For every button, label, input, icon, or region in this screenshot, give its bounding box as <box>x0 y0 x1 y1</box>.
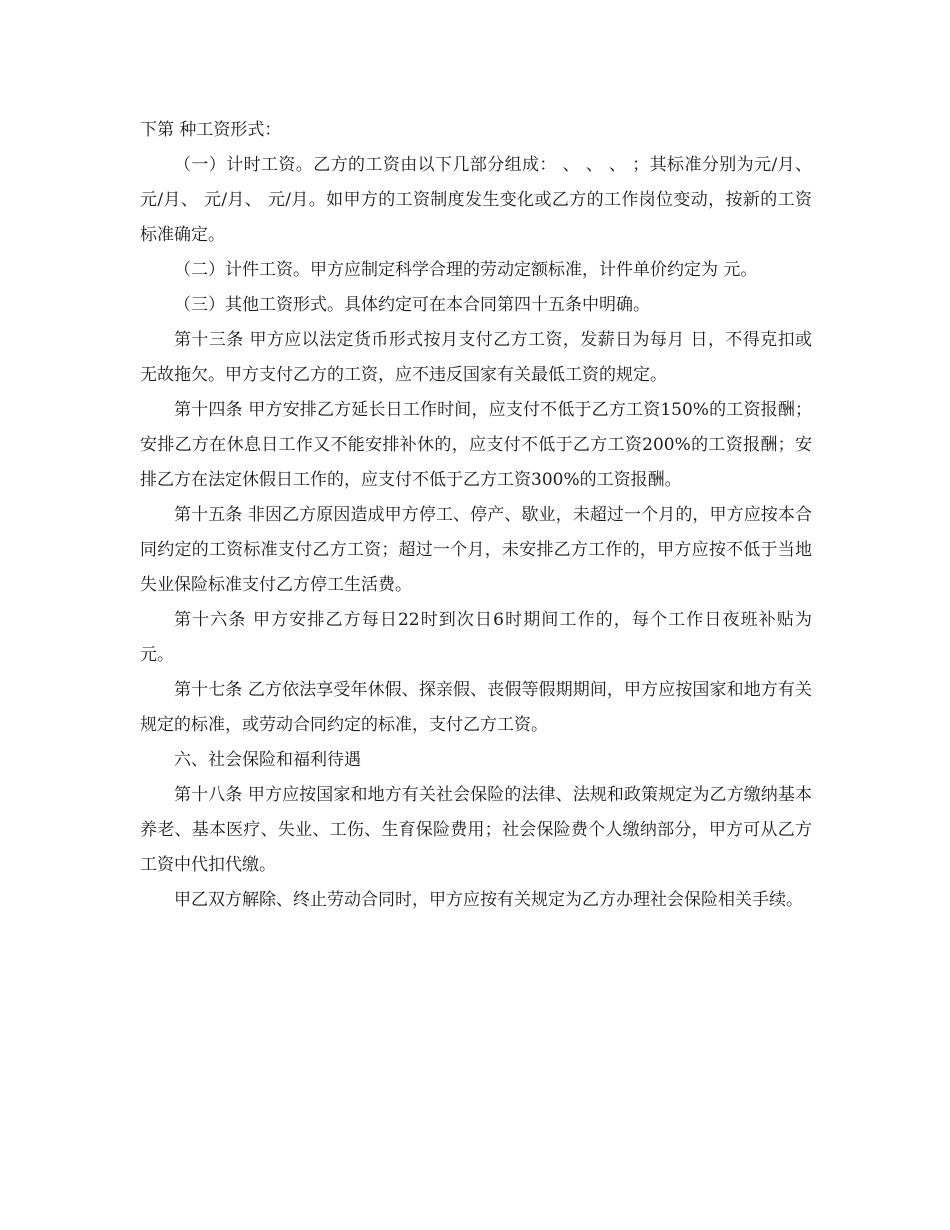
document-body <box>140 113 812 918</box>
paragraph-article-14: 第十四条 甲方安排乙方延长日工作时间，应支付不低于乙方工资150%的工资报酬；安排乙方在休息日工作又不能安排补休的，应支付不低于乙方工资200%的工资报酬；安排乙方在法定休假日工作的，应支付不低于乙方工资300%的工资报酬。 <box>140 400 812 490</box>
paragraph-article-16: 第十六条 甲方安排乙方每日22时到次日6时期间工作的，每个工作日夜班补贴为 元。 <box>140 610 812 665</box>
paragraph-article-18: 第十八条 甲方应按国家和地方有关社会保险的法律、法规和政策规定为乙方缴纳基本养老、基本医疗、失业、工伤、生育保险费用；社会保险费个人缴纳部分，甲方可从乙方工资中代扣代缴。 <box>140 785 812 875</box>
paragraph-wage-forms-intro: 下第 种工资形式： <box>140 120 282 140</box>
paragraph-time-wage: （一）计时工资。乙方的工资由以下几部分组成： 、 、 、 ；其标准分别为元/月、 元/月、 元/月、 元/月。如甲方的工资制度发生变化或乙方的工作岗位变动，按新的工资标准确定。 <box>140 155 812 245</box>
section-heading-social-insurance: 六、社会保险和福利待遇 <box>174 750 361 770</box>
paragraph-article-13: 第十三条 甲方应以法定货币形式按月支付乙方工资，发薪日为每月 日，不得克扣或无故拖欠。甲方支付乙方的工资，应不违反国家有关最低工资的规定。 <box>140 330 812 385</box>
paragraph-piece-wage: （二）计件工资。甲方应制定科学合理的劳动定额标准，计件单价约定为 元。 <box>174 260 758 280</box>
paragraph-termination-insurance: 甲乙双方解除、终止劳动合同时，甲方应按有关规定为乙方办理社会保险相关手续。 <box>174 890 803 910</box>
paragraph-article-17: 第十七条 乙方依法享受年休假、探亲假、丧假等假期期间，甲方应按国家和地方有关规定的标准，或劳动合同约定的标准，支付乙方工资。 <box>140 680 812 735</box>
paragraph-article-15: 第十五条 非因乙方原因造成甲方停工、停产、歇业，未超过一个月的，甲方应按本合同约定的工资标准支付乙方工资；超过一个月，未安排乙方工作的，甲方应按不低于当地失业保险标准支付乙方停工生活费。 <box>140 505 812 595</box>
paragraph-other-wage: （三）其他工资形式。具体约定可在本合同第四十五条中明确。 <box>174 295 650 315</box>
